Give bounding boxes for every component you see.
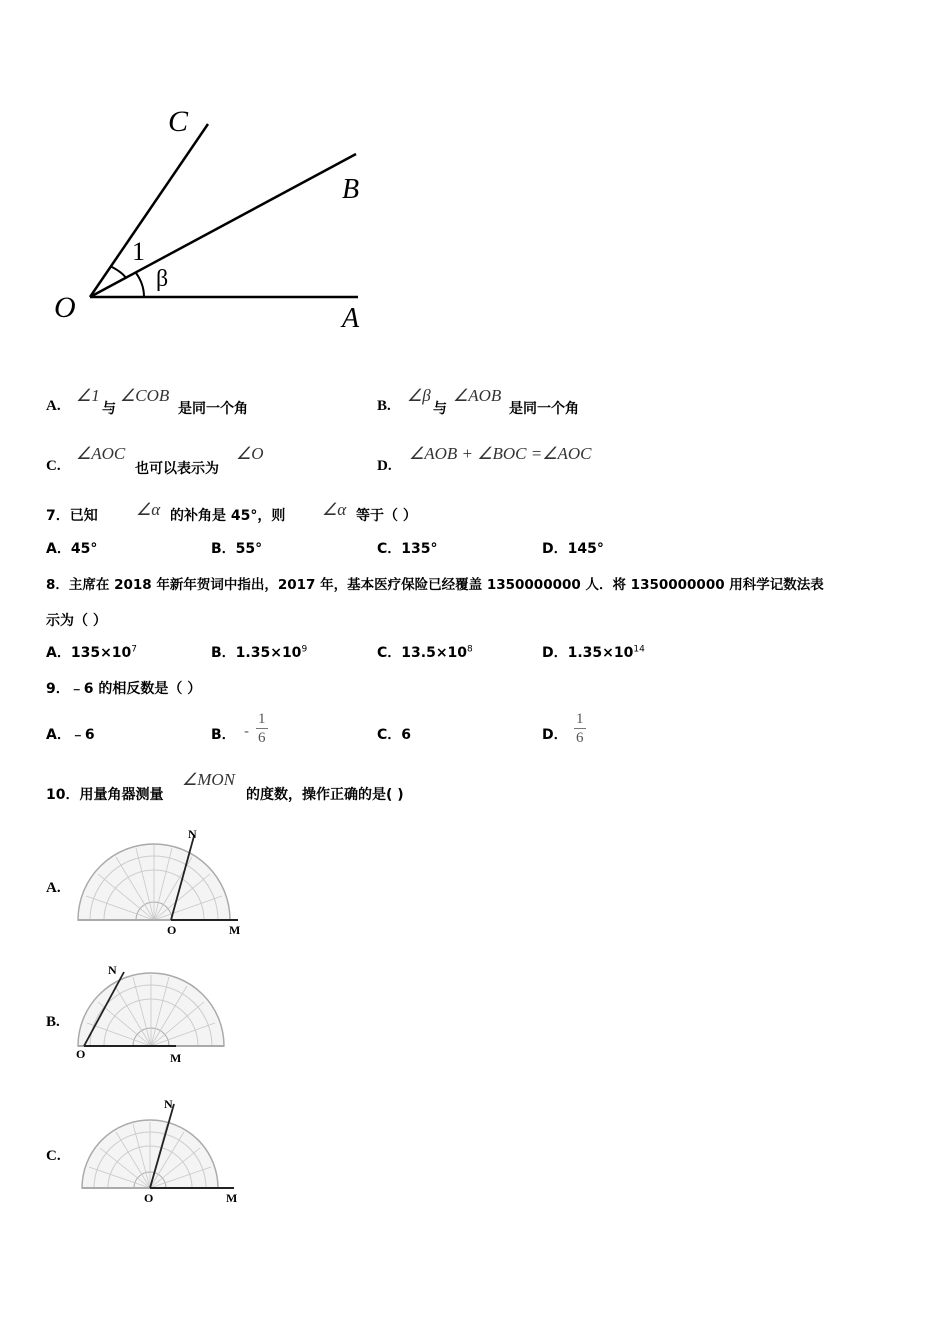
question-text: 的补角是 45°，则 bbox=[170, 508, 286, 524]
q10-option-b-label: B. bbox=[46, 1014, 60, 1030]
q10-option-c-label: C. bbox=[46, 1148, 61, 1164]
label-b: B bbox=[342, 174, 360, 205]
q7-options bbox=[46, 538, 646, 558]
angle-figure bbox=[40, 100, 400, 340]
question-text: 7．已知 bbox=[46, 508, 98, 524]
math-angle-1: ∠1 bbox=[76, 386, 100, 405]
label-m: M bbox=[229, 923, 241, 937]
option-label: A. bbox=[46, 398, 61, 414]
label-n: N bbox=[188, 827, 197, 841]
q9-option-b-fraction: $\frac{1}{6}$ bbox=[258, 711, 266, 746]
question-text: 等于（ ） bbox=[356, 508, 417, 524]
q6-option-d bbox=[377, 444, 697, 476]
protractor-figure-c bbox=[70, 1094, 250, 1209]
q8-stem-line2: 示为（ ） bbox=[46, 613, 107, 629]
math-angle-aoc: ∠AOC bbox=[76, 444, 126, 463]
protractor-figure-b bbox=[70, 960, 240, 1066]
label-angle-1: 1 bbox=[132, 237, 145, 266]
label-o: O bbox=[76, 1047, 86, 1061]
q9-option-b-sign: - bbox=[244, 724, 250, 740]
q10-stem bbox=[46, 770, 546, 806]
question-text: 的度数，操作正确的是( ) bbox=[246, 787, 404, 803]
protractor-figure-a bbox=[70, 826, 250, 941]
q8-option-d: D．$1.35\times 10^{14}$ bbox=[542, 644, 645, 661]
q7-option-b: B．55° bbox=[211, 541, 263, 557]
label-a: A bbox=[342, 303, 360, 334]
q8-options bbox=[46, 642, 666, 664]
arc-angle-1 bbox=[110, 266, 126, 278]
arc-angle-beta bbox=[136, 273, 144, 297]
option-label: D. bbox=[377, 458, 392, 474]
q9-option-d-fraction: $\frac{1}{6}$ bbox=[576, 711, 584, 746]
ray-ob bbox=[90, 154, 356, 297]
label-angle-beta: β bbox=[156, 266, 169, 292]
q9-option-d: D． bbox=[542, 727, 568, 743]
option-text: 与 bbox=[102, 401, 116, 417]
option-label: B. bbox=[377, 398, 391, 414]
q10-option-a-label: A. bbox=[46, 880, 61, 896]
q7-option-c: C．135° bbox=[377, 541, 438, 557]
math-angle-mon: ∠MON bbox=[182, 770, 236, 789]
q9-option-a: A．﹣6 bbox=[46, 727, 95, 743]
q7-stem bbox=[46, 500, 546, 526]
q9-stem: 9．﹣6 的相反数是（ ） bbox=[46, 681, 202, 697]
option-label: C. bbox=[46, 458, 61, 474]
q6-option-c bbox=[46, 444, 366, 476]
q9-option-b: B． bbox=[211, 727, 236, 743]
math-angle-aob: ∠AOB bbox=[453, 386, 502, 405]
math-angle-alpha: ∠α bbox=[136, 500, 161, 519]
option-text: 与 bbox=[433, 401, 447, 417]
math-angle-o: ∠O bbox=[236, 444, 264, 463]
q7-option-a: A．45° bbox=[46, 541, 98, 557]
label-m: M bbox=[170, 1051, 182, 1065]
q8-option-a: A．$135\times 10^7$ bbox=[46, 644, 138, 661]
math-angle-alpha: ∠α bbox=[322, 500, 347, 519]
option-text: 是同一个角 bbox=[509, 401, 579, 417]
option-text: 是同一个角 bbox=[178, 401, 248, 417]
option-text: 也可以表示为 bbox=[135, 461, 219, 477]
q8-option-b: B．$1.35\times 10^9$ bbox=[211, 644, 308, 661]
question-text: 10．用量角器测量 bbox=[46, 787, 164, 803]
math-equation: ∠AOB + ∠BOC =∠AOC bbox=[409, 444, 592, 463]
label-o: O bbox=[167, 923, 177, 937]
label-m: M bbox=[226, 1191, 238, 1205]
math-angle-cob: ∠COB bbox=[120, 386, 170, 405]
ray-oc bbox=[90, 124, 208, 297]
q9-options bbox=[46, 710, 666, 754]
q7-option-d: D．145° bbox=[542, 541, 604, 557]
label-o: O bbox=[144, 1191, 154, 1205]
label-n: N bbox=[164, 1097, 173, 1111]
q6-option-a bbox=[46, 386, 366, 418]
label-c: C bbox=[168, 105, 189, 138]
q8-stem-line1: 8．主席在 2018 年新年贺词中指出，2017 年，基本医疗保险已经覆盖 1350000000 人．将 1350000000 用科学记数法表 bbox=[46, 577, 824, 593]
q8-option-c: C．$13.5\times 10^8$ bbox=[377, 644, 473, 661]
math-angle-beta: ∠β bbox=[407, 386, 431, 405]
q6-option-b bbox=[377, 386, 697, 418]
label-o: O bbox=[54, 291, 76, 324]
q9-option-c: C．6 bbox=[377, 727, 412, 743]
label-n: N bbox=[108, 963, 117, 977]
